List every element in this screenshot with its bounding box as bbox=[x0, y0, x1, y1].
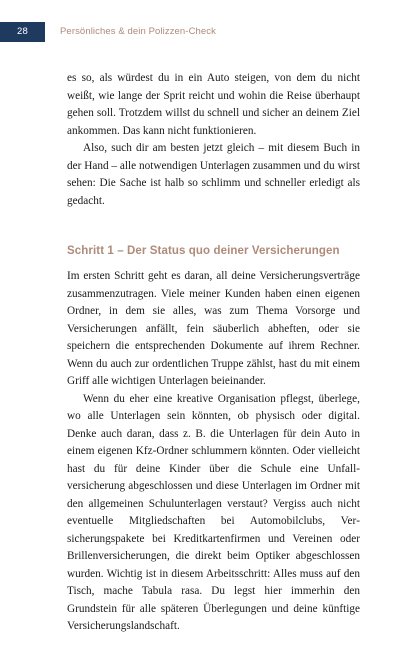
section-heading: Schritt 1 – Der Status quo deiner Versicherungen bbox=[67, 245, 340, 257]
page-number: 28 bbox=[0, 22, 45, 42]
running-header-title: Persönliches & dein Polizzen-Check bbox=[60, 26, 217, 37]
intro-paragraph: es so, als würdest du in ein Auto steigen, von dem du nicht weißt, wie lange der Sprit reicht und wohin die Reise überhaupt gehen soll. Trotzdem willst du schnell und sicher an deinem Ziel ankommen. Das kann nicht funktionieren. bbox=[67, 72, 360, 137]
section-paragraph: Wenn du eher eine kreative Organisation pflegst, überlege, wo alle Unterlagen sein könnten, ob physisch oder digital. Denke auch daran, dass z. B. die Unterlagen für dein Auto in einem eigenen Kfz-Ordner schlummern könnten. Oder vielleicht hast du für deine Kinder über die Schule eine Unfallversicherung abgeschlossen und diese Unterlagen im Ordner mit den allgemeinen Schulunterlagen verstaut? Vergiss auch nicht eventuelle Mitgliedschaften bei Automobilclubs, Versicherungspakete bei Kreditkartenfirmen und Vereinen oder Brillenversicherungen, die direkt beim Optiker abgeschlossen wurden. Wichtig ist in diesem Arbeitsschritt: Alles muss auf den Tisch, mache Tabula rasa. Du legst hier immerhin den Grundstein für alle späteren Überlegungen und deine künftige Versicherungslandschaft. bbox=[67, 392, 360, 632]
section-paragraph: Im ersten Schritt geht es daran, all deine Versicherungsverträge zusammenzutragen. Viele meiner Kunden haben einen eigenen Ordner, in dem sie alles, was zum Thema Vorsorge und Versicherungen anfällt, fein säuberlich abheften, oder sie speichern die entsprechenden Dokumente auf ihrem Rechner. Wenn du auch zur ordentlichen Truppe zählst, hast du mit einem Griff alle wichtigen Unterlagen beieinander. bbox=[67, 270, 360, 387]
page-body bbox=[67, 70, 360, 636]
page-header bbox=[0, 0, 407, 40]
intro-paragraph: Also, such dir am besten jetzt gleich – mit diesem Buch in der Hand – alle notwendigen Unterlagen zusammen und du wirst sehen: Die Sache ist halb so schlimm und schneller erledigt als gedacht. bbox=[67, 142, 360, 207]
